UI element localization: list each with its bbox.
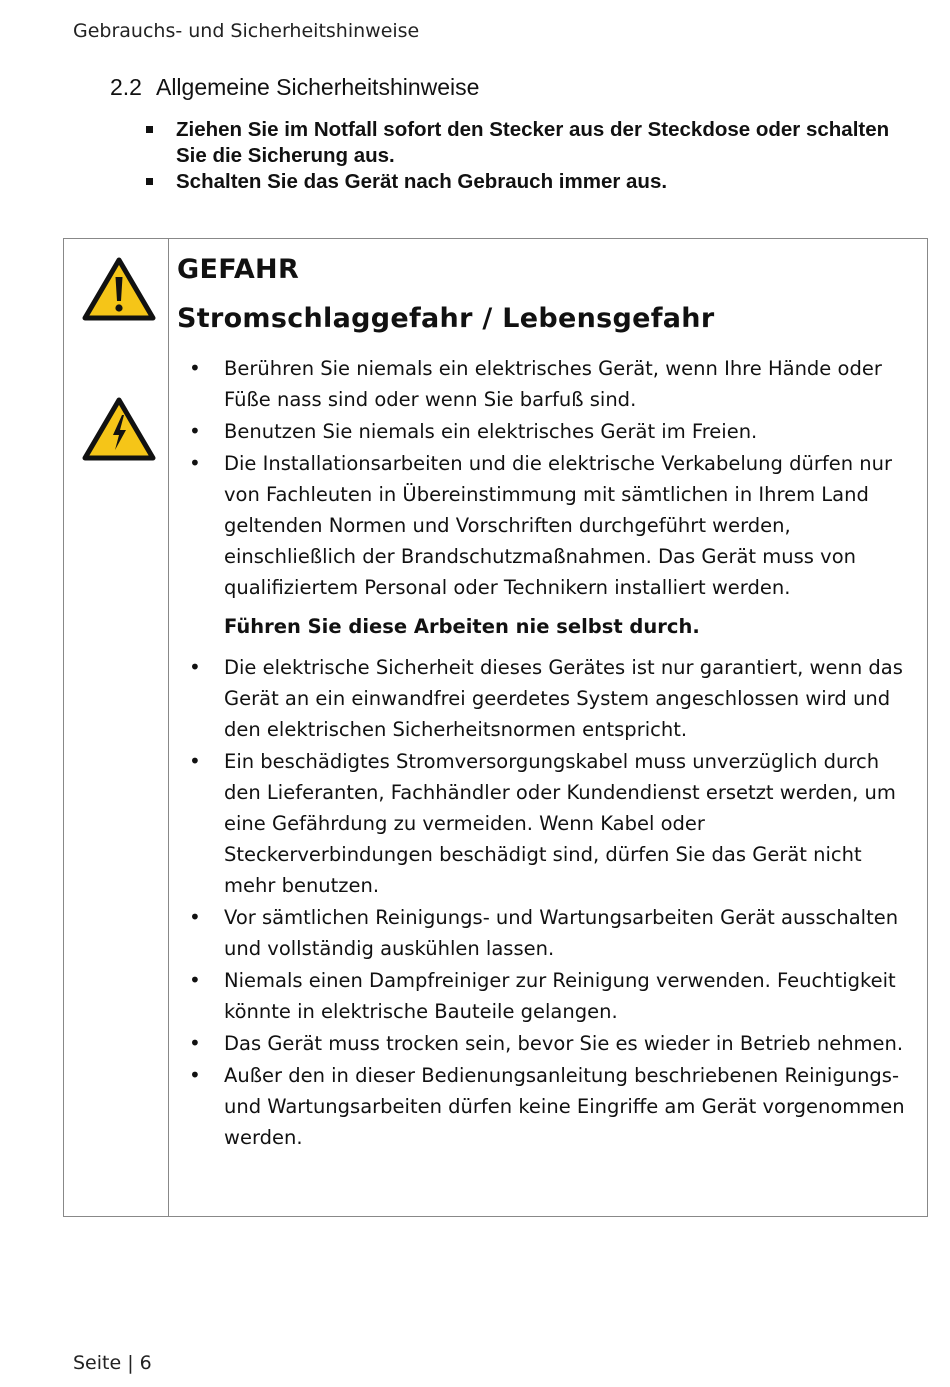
list-item: • Ein beschädigtes Stromversorgungskabel muss unverzüglich durch den Lieferanten, Fachhändler oder Kundendienst ersetzt werden, um eine Gefährdung zu vermeiden. Wenn Kabel oder Steckerverbindungen beschädigt sind, dürfen Sie das Gerät nicht mehr benutzen.: [177, 746, 917, 901]
square-bullet-icon: [146, 178, 153, 185]
electric-shock-icon: [82, 397, 156, 461]
list-item: • Benutzen Sie niemals ein elektrisches Gerät im Freien.: [177, 416, 917, 447]
danger-warning-box: [63, 238, 928, 1217]
warning-icon-column: [64, 239, 169, 1216]
list-item: • Niemals einen Dampfreiniger zur Reinigung verwenden. Feuchtigkeit könnte in elektrische Bauteile gelangen.: [177, 965, 917, 1027]
section-title: Allgemeine Sicherheitshinweise: [155, 74, 480, 100]
warning-exclamation-icon: [82, 257, 156, 321]
list-item: • Berühren Sie niemals ein elektrisches Gerät, wenn Ihre Hände oder Füße nass sind oder wenn Sie barfuß sind.: [177, 353, 917, 415]
warning-content: [177, 249, 917, 1154]
list-item: • Außer den in dieser Bedienungsanleitung beschriebenen Reinigungs- und Wartungsarbeiten dürfen keine Eingriffe am Gerät vorgenommen werden.: [177, 1060, 917, 1153]
danger-bullets-second: [177, 652, 917, 1153]
square-bullet-icon: [146, 126, 153, 133]
list-item: • Vor sämtlichen Reinigungs- und Wartungsarbeiten Gerät ausschalten und vollständig auskühlen lassen.: [177, 902, 917, 964]
danger-subtitle: Stromschlaggefahr / Lebensgefahr: [177, 303, 715, 334]
danger-title: GEFAHR: [177, 254, 300, 285]
page-header: Gebrauchs- und Sicherheitshinweise: [73, 20, 420, 42]
section-heading: [110, 74, 479, 101]
bold-note: Führen Sie diese Arbeiten nie selbst durch.: [224, 615, 700, 638]
list-item: Schalten Sie das Gerät nach Gebrauch immer aus.: [146, 169, 906, 195]
list-item: Ziehen Sie im Notfall sofort den Stecker aus der Steckdose oder schalten Sie die Sicherung aus.: [146, 117, 906, 169]
list-item: • Die Installationsarbeiten und die elektrische Verkabelung dürfen nur von Fachleuten in Übereinstimmung mit sämtlichen in Ihrem Land geltenden Normen und Vorschriften durchgeführt werden, einschließlich der Brandschutzmaßnahmen. Das Gerät muss von qualifiziertem Personal oder Technikern installiert werden.: [177, 448, 917, 603]
section-number: 2.2: [110, 74, 142, 100]
list-item: • Das Gerät muss trocken sein, bevor Sie es wieder in Betrieb nehmen.: [177, 1028, 917, 1059]
general-safety-list: [146, 117, 906, 195]
page-footer: Seite | 6: [73, 1352, 152, 1374]
list-item: • Die elektrische Sicherheit dieses Gerätes ist nur garantiert, wenn das Gerät an ein einwandfrei geerdetes System angeschlossen wird und den elektrischen Sicherheitsnormen entspricht.: [177, 652, 917, 745]
danger-bullets-first: [177, 353, 917, 603]
